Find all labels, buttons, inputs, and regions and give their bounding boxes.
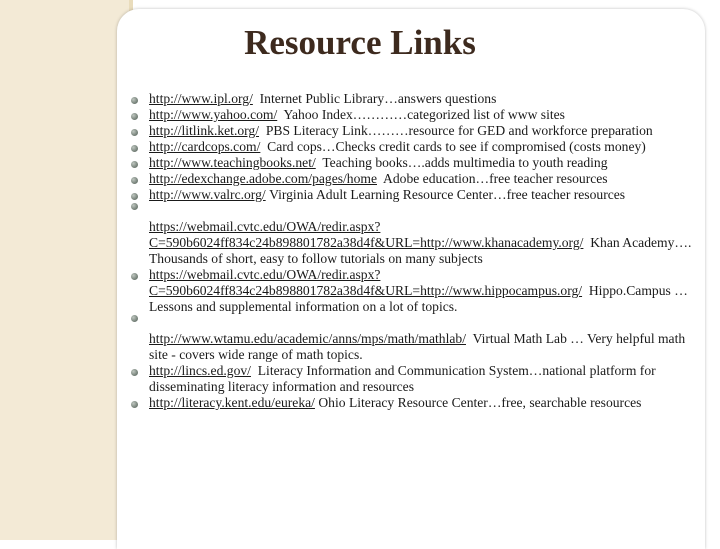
list-item	[128, 187, 703, 203]
bullet-icon	[131, 113, 138, 120]
resource-description: Ohio Literacy Resource Center…free, searchable resources	[318, 395, 642, 410]
resource-link[interactable]: http://edexchange.adobe.com/pages/home	[149, 171, 377, 186]
bullet-icon	[131, 401, 138, 408]
resource-description: PBS Literacy Link………resource for GED and workforce preparation	[265, 123, 653, 138]
bullet-icon	[131, 369, 138, 376]
resource-description: Card cops…Checks credit cards to see if compromised (costs money)	[267, 139, 646, 154]
list-item	[128, 395, 703, 411]
list-item	[128, 267, 703, 315]
list-item	[128, 203, 703, 267]
list-item	[128, 107, 703, 123]
resource-description: Teaching books….adds multimedia to youth reading	[322, 155, 608, 170]
list-item	[128, 91, 703, 107]
list-item	[128, 139, 703, 155]
page-title: Resource Links	[244, 23, 476, 62]
list-item	[128, 171, 703, 187]
resource-link[interactable]: https://webmail.cvtc.edu/OWA/redir.aspx?C=590b6024ff834c24b898801782a38d4f&URL=http://www.hippocampus.org/	[149, 267, 583, 298]
resource-link[interactable]: http://www.ipl.org/	[149, 91, 253, 106]
bullet-icon	[131, 193, 138, 200]
list-item	[128, 315, 703, 363]
bullet-icon	[131, 203, 138, 210]
resource-description: Khan Academy…. Thousands of short, easy to follow tutorials on many subjects	[149, 235, 692, 266]
list-item	[128, 155, 703, 171]
bullet-icon	[131, 177, 138, 184]
resource-link[interactable]: https://webmail.cvtc.edu/OWA/redir.aspx?C=590b6024ff834c24b898801782a38d4f&URL=http://www.khanacademy.org/	[149, 219, 584, 250]
resource-link[interactable]: http://literacy.kent.edu/eureka/	[149, 395, 315, 410]
side-panel	[0, 0, 129, 540]
resource-link[interactable]: http://lincs.ed.gov/	[149, 363, 251, 378]
resource-description: Internet Public Library…answers questions	[259, 91, 497, 106]
resource-link[interactable]: http://litlink.ket.org/	[149, 123, 260, 138]
resource-description: Adobe education…free teacher resources	[383, 171, 608, 186]
resource-description: Virtual Math Lab … Very helpful math site - covers wide range of math topics.	[149, 331, 686, 362]
resource-link[interactable]: http://www.teachingbooks.net/	[149, 155, 316, 170]
bullet-icon	[131, 315, 138, 322]
resource-description: Hippo.Campus … Lessons and supplemental information on a lot of topics.	[149, 283, 688, 314]
bullet-icon	[131, 273, 138, 280]
resource-description: Yahoo Index…………categorized list of www sites	[283, 107, 565, 122]
list-item	[128, 123, 703, 139]
resource-list	[128, 91, 703, 411]
resource-link[interactable]: http://www.wtamu.edu/academic/anns/mps/math/mathlab/	[149, 331, 466, 346]
resource-link[interactable]: http://cardcops.com/	[149, 139, 261, 154]
bullet-icon	[131, 97, 138, 104]
resource-link[interactable]: http://www.valrc.org/	[149, 187, 266, 202]
resource-link[interactable]: http://www.yahoo.com/	[149, 107, 278, 122]
resource-description: Literacy Information and Communication System…national platform for disseminating literacy information and resources	[149, 363, 656, 394]
bullet-icon	[131, 161, 138, 168]
resource-description: Virginia Adult Learning Resource Center…free teacher resources	[269, 187, 626, 202]
bullet-icon	[131, 129, 138, 136]
bullet-icon	[131, 145, 138, 152]
list-item	[128, 363, 703, 395]
